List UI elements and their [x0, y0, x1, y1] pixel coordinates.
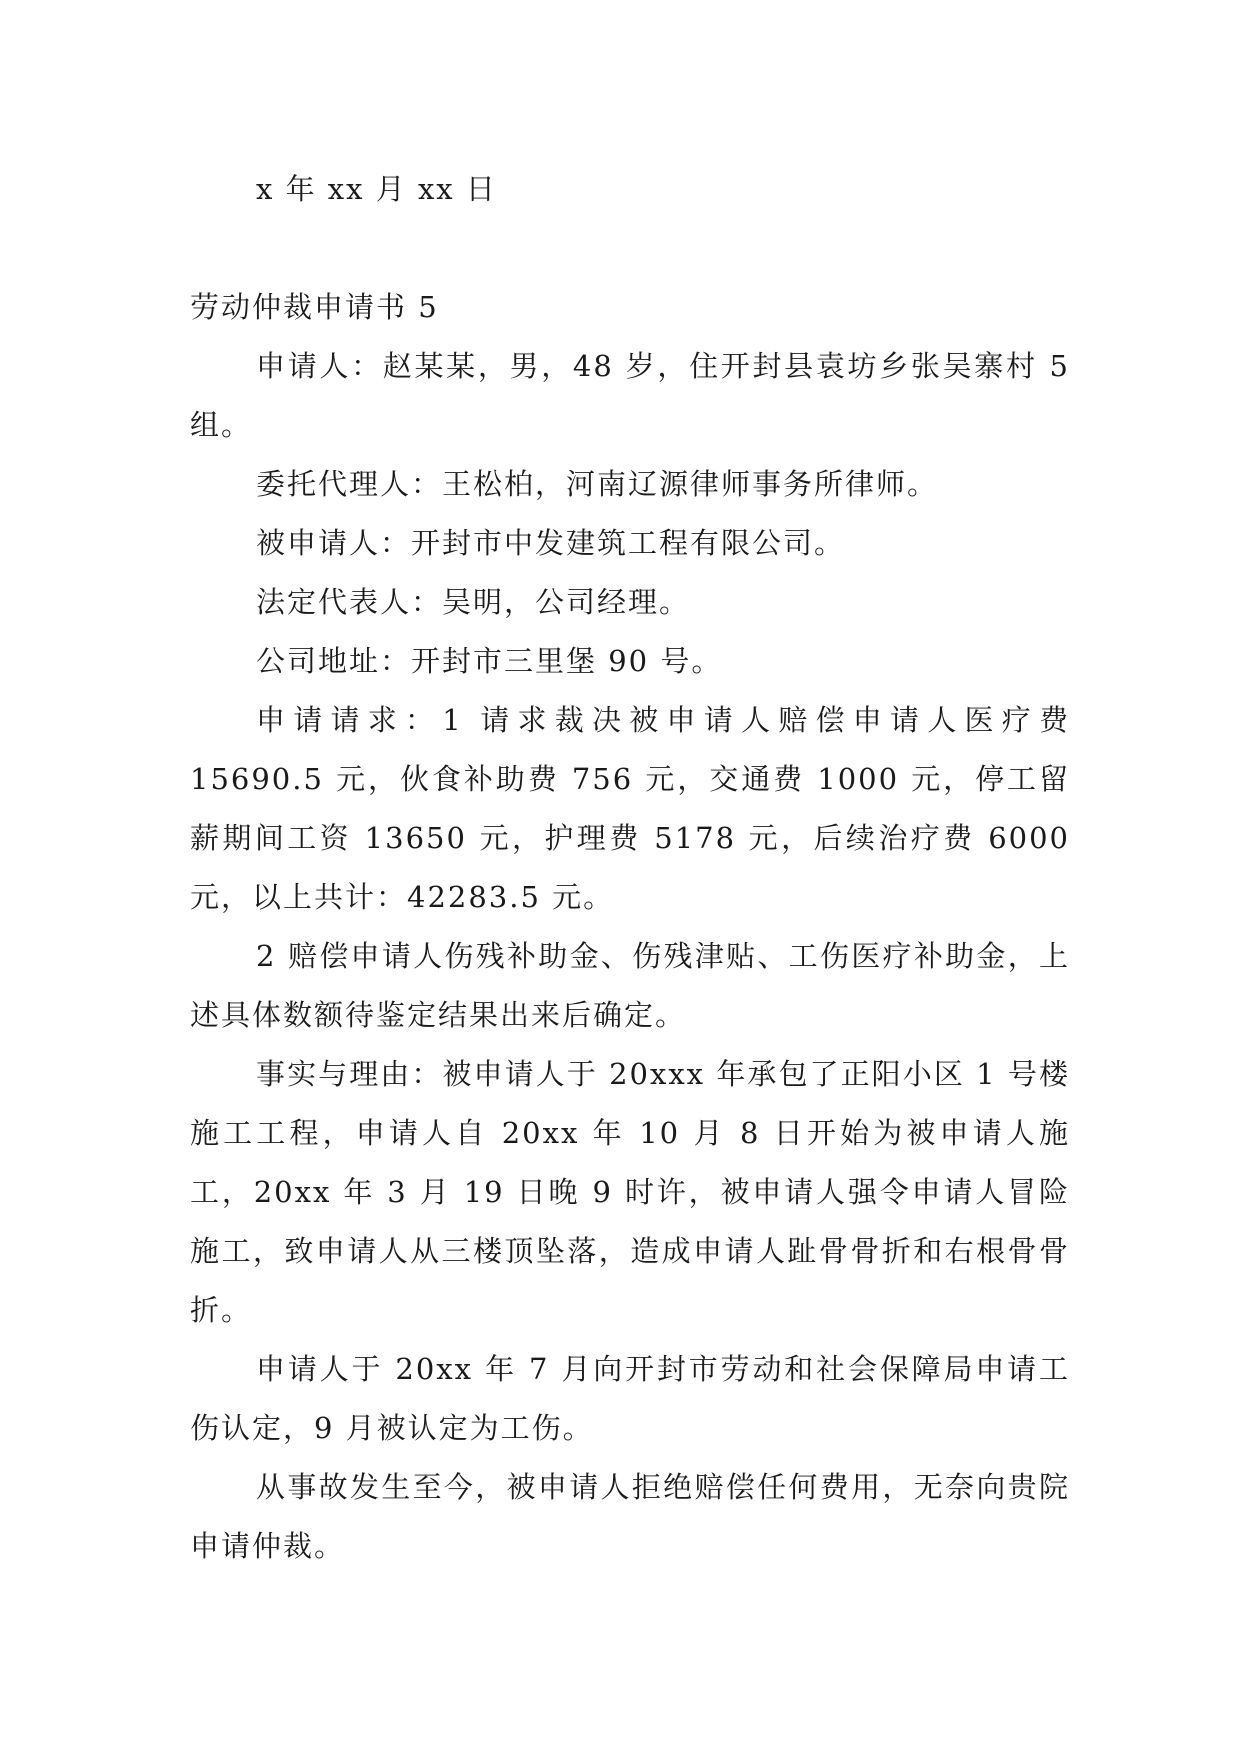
paragraph-request-1: 申请请求：1 请求裁决被申请人赔偿申请人医疗费 15690.5 元，伙食补助费 756 元，交通费 1000 元，停工留薪期间工资 13650 元，护理费 5178 元，后续治疗费 6000 元，以上共计：42283.5 元。	[190, 703, 1070, 914]
paragraph-facts: 事实与理由：被申请人于 20xxx 年承包了正阳小区 1 号楼施工工程，申请人自 20xx 年 10 月 8 日开始为被申请人施工，20xx 年 3 月 19 日晚 9 时许，被申请人强令申请人冒险施工，致申请人从三楼顶坠落，造成申请人趾骨骨折和右根骨骨折。	[190, 1057, 1070, 1327]
paragraph-company-address: 公司地址：开封市三里堡 90 号。	[256, 644, 723, 678]
paragraph-request-2: 2 赔偿申请人伤残补助金、伤残津贴、工伤医疗补助金，上述具体数额待鉴定结果出来后确定。	[190, 939, 1070, 1032]
paragraph-respondent: 被申请人：开封市中发建筑工程有限公司。	[256, 526, 846, 560]
document-body	[190, 160, 1070, 1576]
paragraph-conclusion: 从事故发生至今，被申请人拒绝赔偿任何费用，无奈向贵院申请仲裁。	[190, 1470, 1070, 1563]
paragraph-injury-recognition: 申请人于 20xx 年 7 月向开封市劳动和社会保障局申请工伤认定，9 月被认定为工伤。	[190, 1352, 1070, 1445]
date-line: x 年 xx 月 xx 日	[256, 172, 497, 206]
paragraph-legal-representative: 法定代表人：吴明，公司经理。	[256, 585, 691, 619]
paragraph-applicant: 申请人：赵某某，男，48 岁，住开封县袁坊乡张吴寨村 5 组。	[190, 349, 1070, 442]
paragraph-agent: 委托代理人：王松柏，河南辽源律师事务所律师。	[256, 467, 939, 501]
document-heading: 劳动仲裁申请书 5	[190, 290, 439, 324]
